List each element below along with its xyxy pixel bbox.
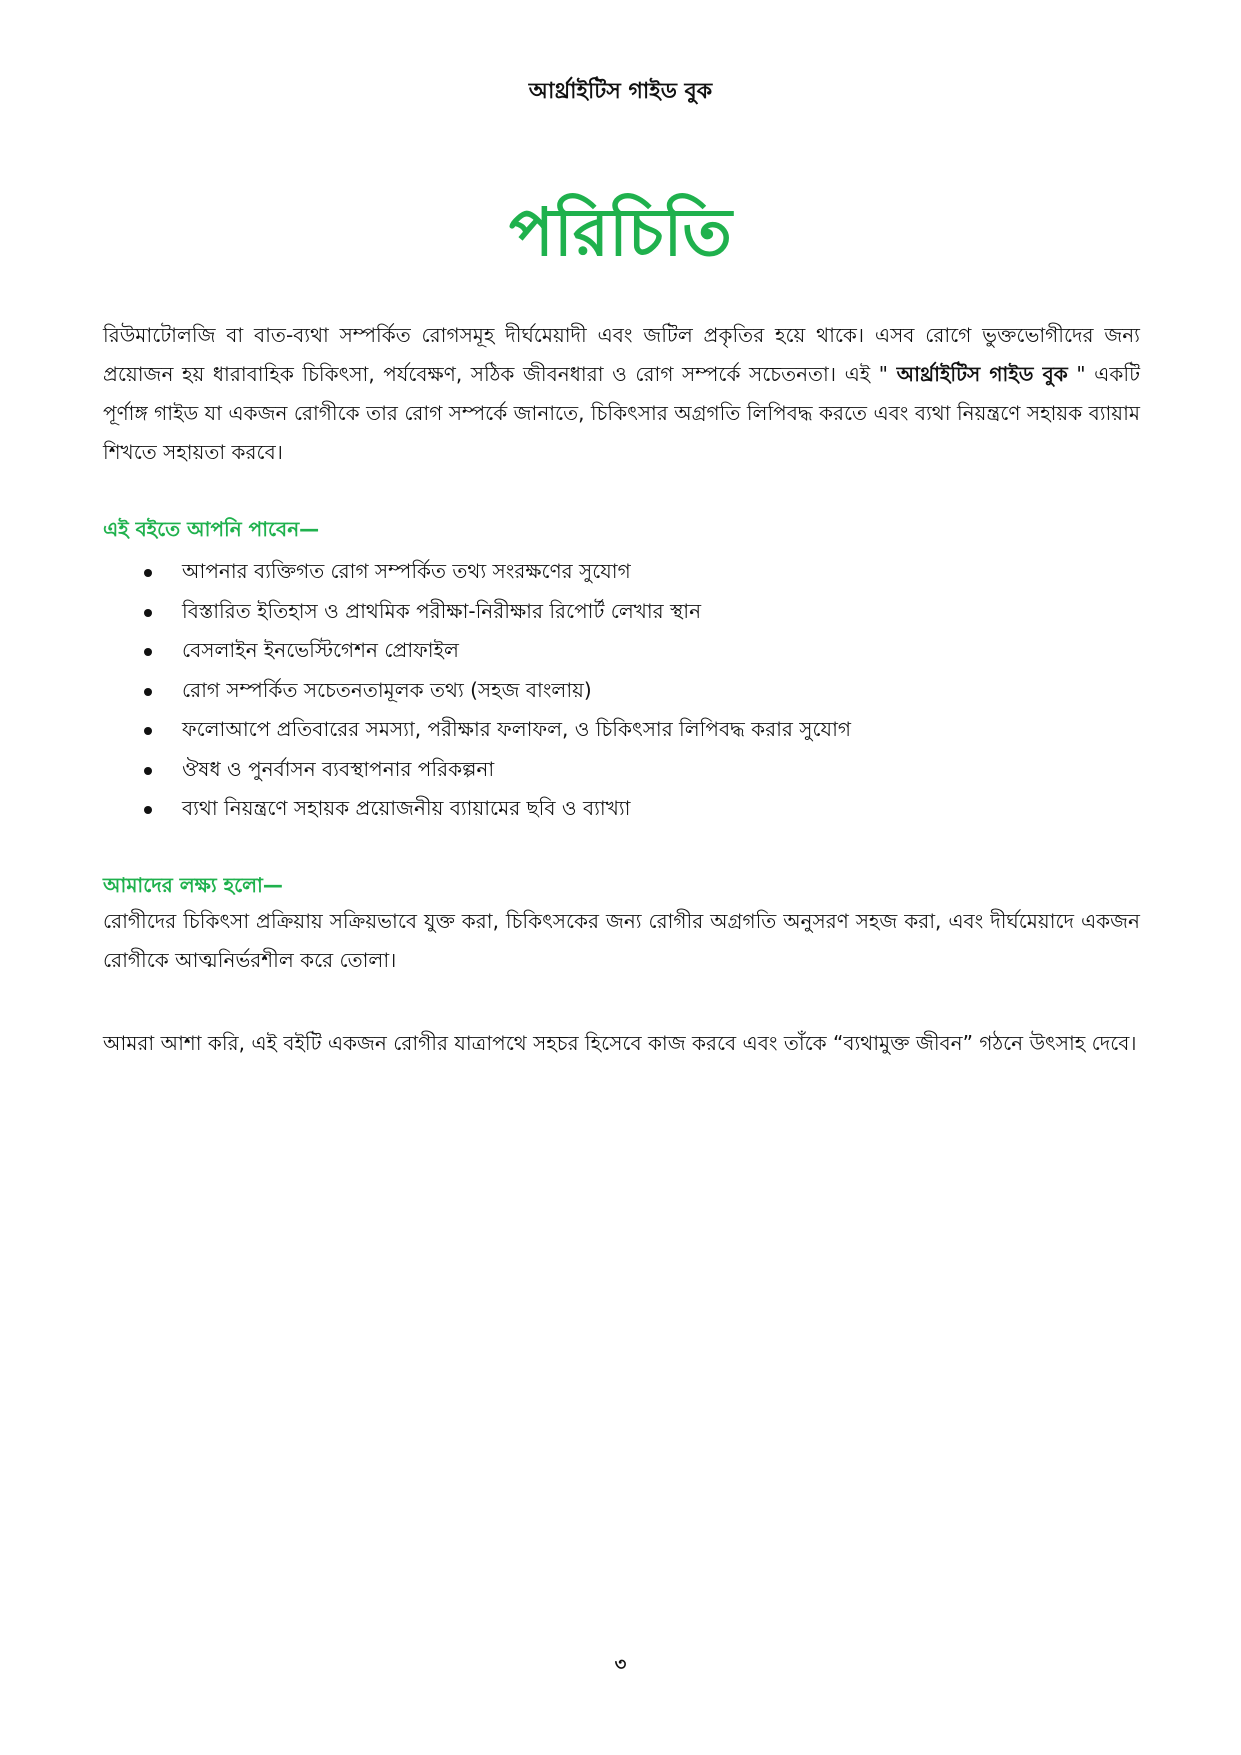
goal-paragraph: রোগীদের চিকিৎসা প্রক্রিয়ায় সক্রিয়ভাবে যুক্ত করা, চিকিৎসকের জন্য রোগীর অগ্রগতি অনুসরণ সহজ করা, এবং দীর্ঘমেয়াদে একজন রোগীকে আত্মনির্ভরশীল করে তোলা। [103, 909, 1140, 972]
feature-item-text: বেসলাইন ইনভেস্টিগেশন প্রোফাইল [182, 638, 459, 662]
intro-text-start: রিউমাটোলজি বা বাত-ব্যথা সম্পর্কিত রোগসমূহ দীর্ঘমেয়াদী এবং জটিল প্রকৃতির হয়ে থাকে। এসব রোগে ভুক্তভোগীদের জন্য প্রয়োজন হয় ধারাবাহিক চিকিৎসা, পর্যবেক্ষণ, সঠিক জীবনধারা ও রোগ সম্পর্কে সচেতনতা। এই " [103, 323, 1140, 386]
closing-paragraph: আমরা আশা করি, এই বইটি একজন রোগীর যাত্রাপথে সহচর হিসেবে কাজ করবে এবং তাঁকে “ব্যথামুক্ত জীবন” গঠনে উৎসাহ দেবে। [103, 1031, 1137, 1055]
feature-item [140, 750, 851, 790]
bullet-icon [144, 609, 152, 617]
running-header-title: আর্থ্রাইটিস গাইড বুক [528, 79, 713, 104]
bullet-icon [144, 767, 152, 775]
feature-item [140, 671, 851, 711]
intro-text-end: " একটি পূর্ণাঙ্গ গাইড যা একজন রোগীকে তার রোগ সম্পর্কে জানাতে, চিকিৎসার অগ্রগতি লিপিবদ্ধ করতে এবং ব্যথা নিয়ন্ত্রণে সহায়ক ব্যায়াম শিখতে সহায়তা করবে। [103, 362, 1140, 464]
feature-item [140, 631, 851, 671]
feature-item [140, 789, 851, 829]
bullet-icon [144, 688, 152, 696]
feature-item-text: ব্যথা নিয়ন্ত্রণে সহায়ক প্রয়োজনীয় ব্যায়ামের ছবি ও ব্যাখ্যা [182, 796, 631, 820]
features-heading: এই বইতে আপনি পাবেন— [103, 517, 320, 541]
features-list [140, 552, 851, 829]
bullet-icon [144, 648, 152, 656]
page-title: পরিচিতি [509, 194, 732, 271]
intro-book-name: আর্থ্রাইটিস গাইড বুক [896, 362, 1068, 386]
feature-item-text: রোগ সম্পর্কিত সচেতনতামূলক তথ্য (সহজ বাংলায়) [182, 677, 592, 702]
bullet-icon [144, 569, 152, 577]
feature-item [140, 552, 851, 592]
feature-item-text: বিস্তারিত ইতিহাস ও প্রাথমিক পরীক্ষা-নিরীক্ষার রিপোর্ট লেখার স্থান [182, 598, 702, 623]
bullet-icon [144, 806, 152, 814]
feature-item-text: ফলোআপে প্রতিবারের সমস্যা, পরীক্ষার ফলাফল, ও চিকিৎসার লিপিবদ্ধ করার সুযোগ [182, 717, 851, 741]
bullet-icon [144, 727, 152, 735]
feature-item [140, 592, 851, 632]
feature-item-text: আপনার ব্যক্তিগত রোগ সম্পর্কিত তথ্য সংরক্ষণের সুযোগ [182, 559, 631, 583]
feature-item [140, 710, 851, 750]
page-number: ৩ [614, 1654, 627, 1675]
feature-item-text: ঔষধ ও পুনর্বাসন ব্যবস্থাপনার পরিকল্পনা [182, 756, 495, 781]
intro-paragraph [103, 316, 1140, 472]
goal-heading: আমাদের লক্ষ্য হলো— [103, 873, 283, 897]
